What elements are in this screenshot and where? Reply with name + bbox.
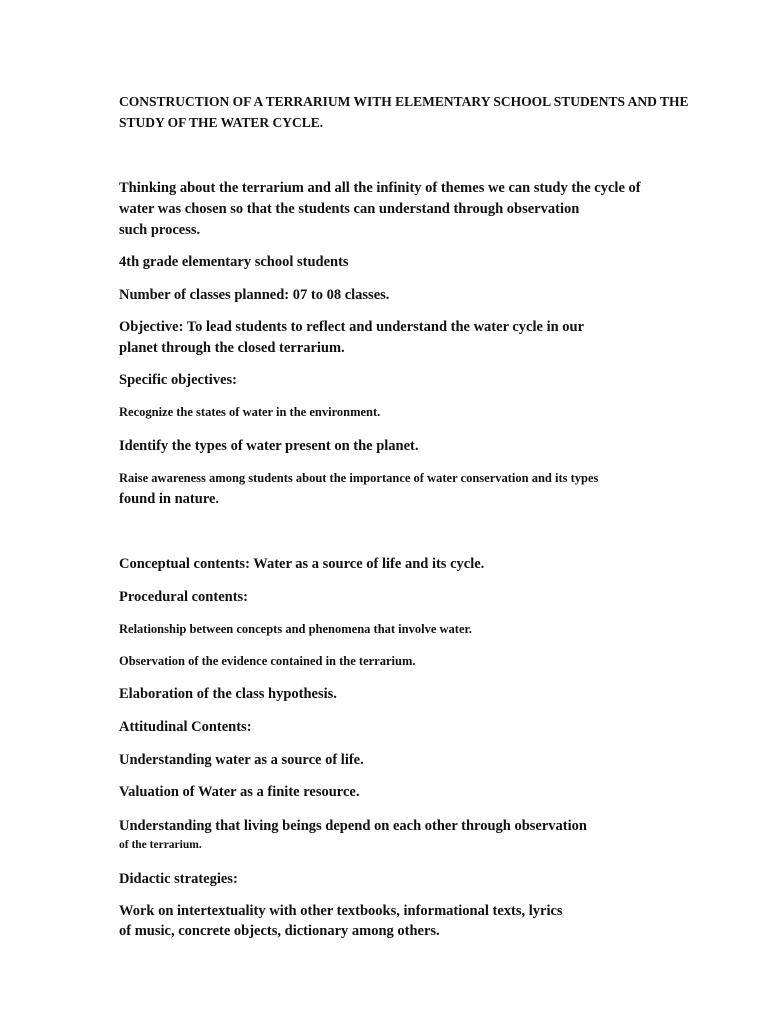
specific-objective-item-2: Identify the types of water present on the planet. xyxy=(119,438,419,454)
document-title-line-1: CONSTRUCTION OF A TERRARIUM WITH ELEMENTARY SCHOOL STUDENTS AND THE xyxy=(119,94,689,109)
procedural-item-2: Observation of the evidence contained in the terrarium. xyxy=(119,654,416,668)
intro-paragraph-line-3: such process. xyxy=(119,222,201,238)
procedural-item-3: Elaboration of the class hypothesis. xyxy=(119,686,337,702)
objective-line-2: planet through the closed terrarium. xyxy=(119,340,345,356)
didactic-line-2: of music, concrete objects, dictionary among others. xyxy=(119,923,440,939)
attitudinal-item-3-line-1: Understanding that living beings depend on each other through observation xyxy=(119,818,587,834)
document-title-line-2: STUDY OF THE WATER CYCLE. xyxy=(119,115,324,130)
attitudinal-item-2: Valuation of Water as a finite resource. xyxy=(119,784,360,800)
intro-paragraph-line-2: water was chosen so that the students can understand through observation xyxy=(119,201,580,217)
procedural-contents-heading: Procedural contents: xyxy=(119,589,248,605)
classes-planned-text: Number of classes planned: 07 to 08 classes. xyxy=(119,287,390,303)
didactic-line-1: Work on intertextuality with other textbooks, informational texts, lyrics xyxy=(119,903,563,919)
specific-objective-item-3-line-1: Raise awareness among students about the importance of water conservation and its types xyxy=(119,471,599,485)
specific-objective-item-1: Recognize the states of water in the environment. xyxy=(119,405,381,419)
didactic-strategies-heading: Didactic strategies: xyxy=(119,871,238,887)
attitudinal-contents-heading: Attitudinal Contents: xyxy=(119,719,252,735)
conceptual-contents-text: Conceptual contents: Water as a source of life and its cycle. xyxy=(119,556,485,572)
specific-objectives-heading: Specific objectives: xyxy=(119,372,237,388)
attitudinal-item-3-line-2: of the terrarium. xyxy=(119,839,202,851)
attitudinal-item-1: Understanding water as a source of life. xyxy=(119,752,364,768)
grade-text: 4th grade elementary school students xyxy=(119,254,349,270)
objective-line-1: Objective: To lead students to reflect and understand the water cycle in our xyxy=(119,319,585,335)
specific-objective-item-3-line-2: found in nature. xyxy=(119,491,220,507)
procedural-item-1: Relationship between concepts and phenomena that involve water. xyxy=(119,622,473,636)
intro-paragraph-line-1: Thinking about the terrarium and all the infinity of themes we can study the cycle of xyxy=(119,180,641,196)
